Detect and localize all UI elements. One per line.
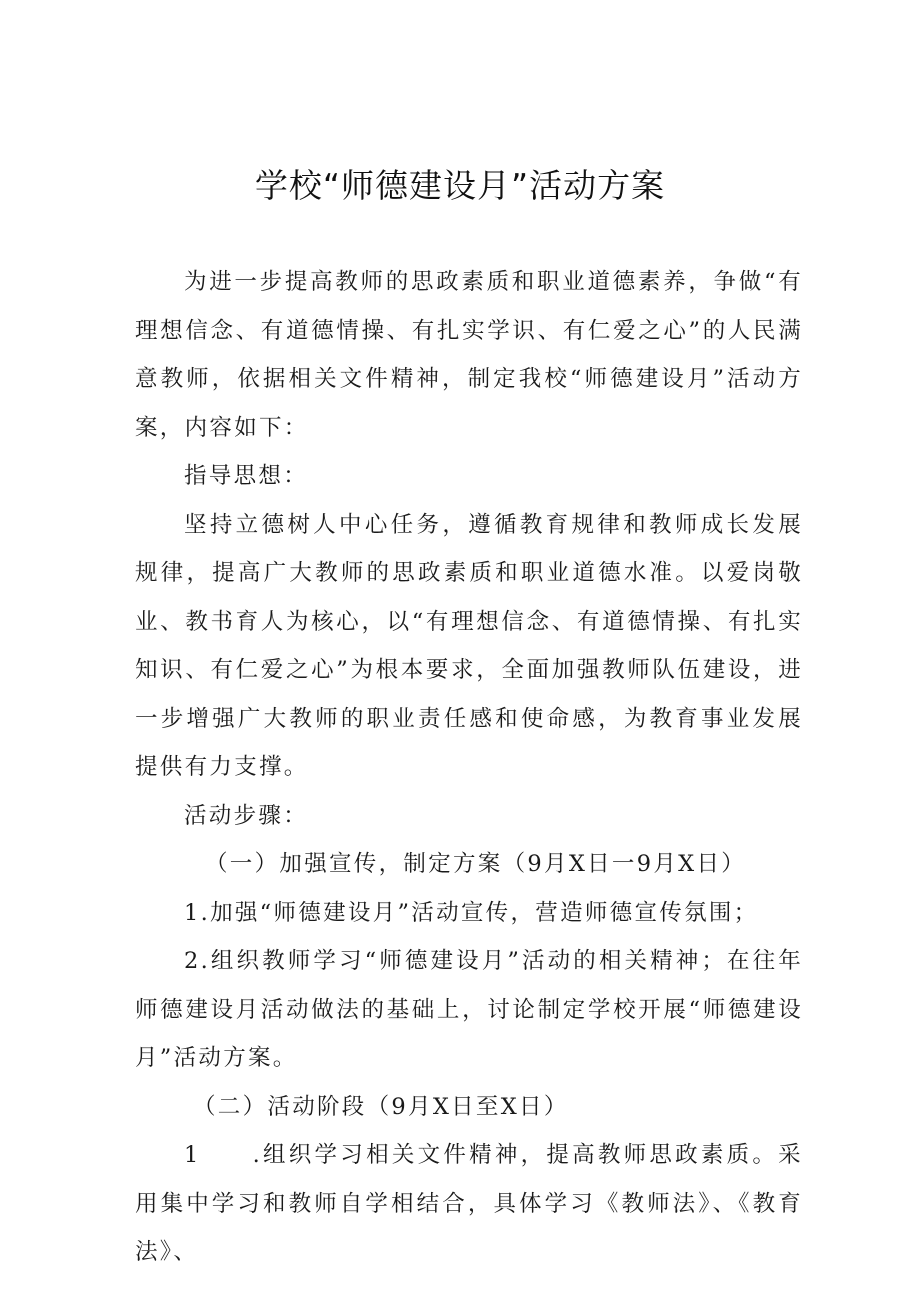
steps-heading: 活动步骤： — [184, 802, 309, 829]
section-two-heading: （二）活动阶段（9月X日至X日） — [193, 1093, 569, 1120]
section-one-heading: （一）加强宣传，制定方案（9月X日一9月X日） — [205, 851, 747, 877]
guiding-heading: 指导思想： — [184, 463, 309, 489]
document-body — [135, 258, 803, 1277]
section-two-item-1-text: .组织学习相关文件精神，提高教师思政素质。采用集中学习和教师自学相结合，具体学习《教师法》、《教育法》、 — [135, 1142, 803, 1265]
guiding-paragraph: 坚持立德树人中心任务，遵循教育规律和教师成长发展规律，提高广大教师的思政素质和职业道德水准。以爱岗敬业、教书育人为核心，以“有理想信念、有道德情操、有扎实知识、有仁爱之心”为根本要求，全面加强教师队伍建设，进一步增强广大教师的职业责任感和使命感，为教育事业发展提供有力支撑。 — [135, 511, 803, 780]
section-one-item-2: 2.组织教师学习“师德建设月”活动的相关精神；在往年师德建设月活动做法的基础上，讨论制定学校开展“师德建设月”活动方案。 — [135, 948, 803, 1071]
section-two-item-1 — [135, 1131, 803, 1277]
intro-paragraph: 为进一步提高教师的思政素质和职业道德素养，争做“有理想信念、有道德情操、有扎实学识、有仁爱之心”的人民满意教师，依据相关文件精神，制定我校“师德建设月”活动方案，内容如下： — [135, 269, 803, 441]
document-title: 学校“师德建设月”活动方案 — [254, 166, 666, 205]
section-one-item-1: 1.加强“师德建设月”活动宣传，营造师德宣传氛围； — [184, 899, 759, 926]
section-two-item-1-number: 1 — [184, 1142, 201, 1168]
